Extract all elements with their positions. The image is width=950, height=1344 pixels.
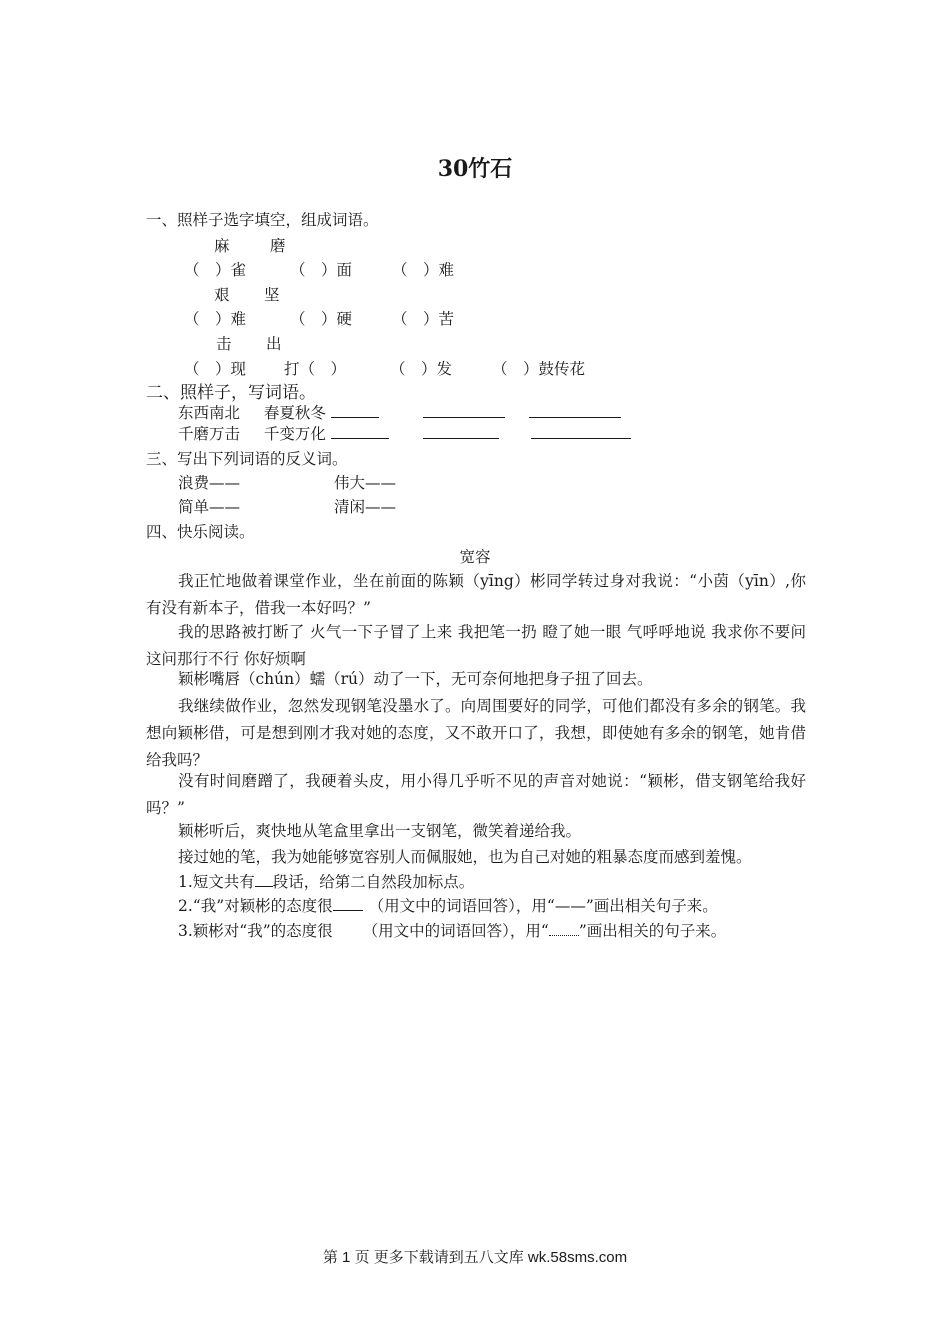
story-paragraph: 没有时间磨蹭了，我硬着头皮，用小得几乎听不见的声音对她说：“颖彬，借支钢笔给我好吗？” [146,772,806,817]
blank-item: （ ）雀 [184,261,247,279]
example-word: 千磨万击 [178,425,241,443]
question-1 [178,872,474,892]
page-title: 30竹石 [437,156,513,182]
blank-item: （ ）发 [390,360,453,378]
story-title: 宽容 [459,548,491,566]
section-4-heading: 四、快乐阅读。 [146,523,255,541]
question-text: 1.短文共有 [178,873,255,891]
char-pair-1a: 麻 [214,237,230,255]
blank-item: （ ）面 [290,261,353,279]
blank-item: 打（ ） [284,360,347,378]
blank-item: （ ）难 [184,310,247,328]
blank-item: （ ）鼓传花 [492,360,586,378]
question-text: 2.“我”对颖彬的态度很 [178,897,333,915]
story-paragraph: 我的思路被打断了 火气一下子冒了上来 我把笔一扔 瞪了她一眼 气呼呼地说 我求你不要问这问那行不行 你好烦啊 [146,623,806,668]
char-pair-3b: 出 [266,335,282,353]
answer-blank [529,403,621,418]
antonym-item: 浪费—— [178,474,241,492]
char-pair-1b: 磨 [270,237,286,255]
question-text: （用文中的词语回答），用“——”画出相关句子来。 [368,897,718,915]
question-2 [178,896,718,916]
story-paragraph: 我继续做作业，忽然发现钢笔没墨水了。向周围要好的同学，可他们都没有多余的钢笔。我想向颖彬借，可是想到刚才我对她的态度，又不敢开口了，我想，即使她有多余的钢笔，她肯借给我吗？ [146,697,806,769]
answer-blank [423,424,499,439]
story-paragraph: 颖彬听后，爽快地从笔盒里拿出一支钢笔，微笑着递给我。 [178,822,582,840]
question-text: ”画出相关的句子来。 [578,922,727,940]
example-answer: 千变万化 [263,425,326,443]
char-pair-3a: 击 [216,335,232,353]
section-3-heading: 三、写出下列词语的反义词。 [146,450,348,468]
char-pair-2b: 坚 [264,286,280,304]
section-1-heading: 一、照样子选字填空，组成词语。 [146,211,379,229]
blank-item: （ ）难 [392,261,455,279]
blank-item: （ ）硬 [290,310,353,328]
story-paragraph: 接过她的笔，我为她能够宽容别人而佩服她，也为自己对她的粗暴态度而感到羞愧。 [178,848,752,866]
answer-blank [531,424,631,439]
blank-item: （ ）苦 [392,310,455,328]
question-text: 3.颖彬对“我”的态度很 [178,922,333,940]
question-text: 段话，给第二自然段加标点。 [272,873,475,891]
section-2-heading: 二、照样子，写词语。 [146,383,316,403]
story-paragraph: 颖彬嘴唇（chún）蠕（rú）动了一下，无可奈何地把身子扭了回去。 [178,670,653,688]
answer-blank [331,403,379,418]
example-row-1 [178,403,621,423]
wavy-line-mark [549,921,579,936]
antonym-item: 清闲—— [334,498,397,516]
answer-blank [255,872,273,887]
char-pair-2a: 艰 [214,286,230,304]
antonym-item: 伟大—— [334,474,397,492]
question-text: （用文中的词语回答），用“ [362,922,549,940]
question-3 [178,921,726,941]
example-answer: 春夏秋冬 [263,404,326,422]
example-row-2 [178,424,631,444]
story-paragraph: 我正忙地做着课堂作业，坐在前面的陈颖（yīng）彬同学转过身对我说：“小茵（yīn）,你有没有新本子，借我一本好吗？” [146,572,806,617]
answer-blank [423,403,505,418]
antonym-item: 简单—— [178,498,241,516]
page-footer: 第 1 页 更多下载请到五八文库 wk.58sms.com [322,1249,628,1266]
example-word: 东西南北 [178,404,241,422]
blank-item: （ ）现 [184,360,247,378]
answer-blank [333,896,363,911]
answer-blank [331,424,389,439]
